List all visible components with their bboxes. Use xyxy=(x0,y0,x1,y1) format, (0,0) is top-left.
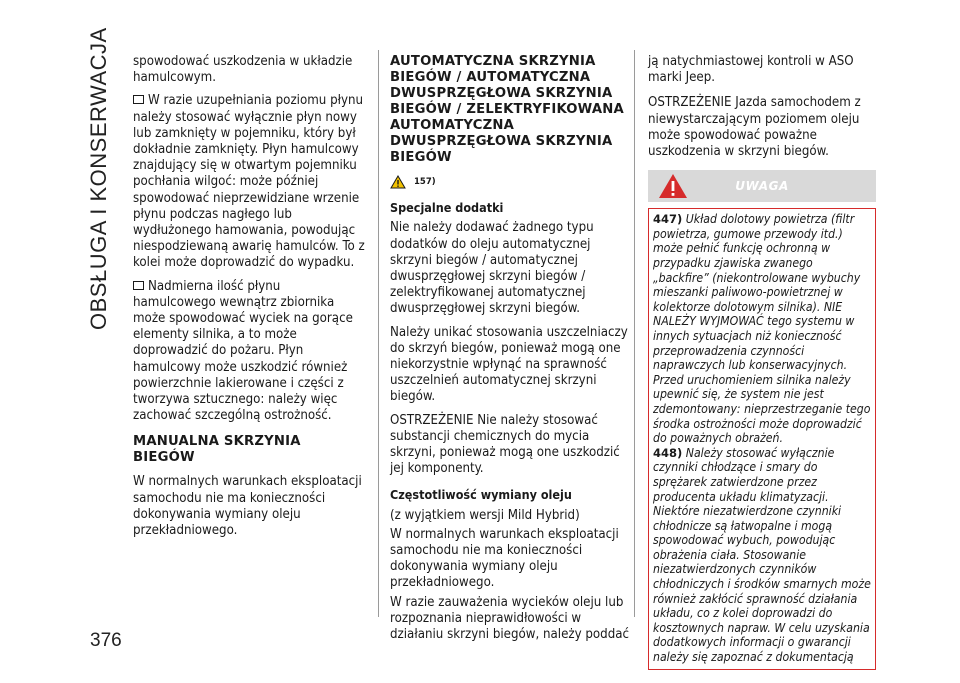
note xyxy=(653,212,871,446)
paragraph: spowodować uszkodzenia w układzie hamulcowym. xyxy=(133,54,353,86)
paragraph: Nie należy dodawać żadnego typu dodatków do oleju automatycznej skrzyni biegów / automatycznej dwusprzęgłowej skrzyni biegów / zelektryfikowanej automatycznej dwusprzęgłowej skrzyni biegów. xyxy=(390,220,594,317)
paragraph: W normalnych warunkach eksploatacji samochodu nie ma konieczności dokonywania wymiany oleju przekładniowego. xyxy=(390,526,619,591)
note-text: Układ dolotowy powietrza (filtr powietrza, gumowe przewody itd.) może pełnić funkcję ochronną w przypadku zjawiska zwanego „backfire” (niekontrolowane wybuchy mieszanki paliwowo-powietrznej w kolektorze dolotowym silnika). NIE NALEŻY WYJMOWAĆ tego systemu w innych sytuacjach niż konieczność przeprowadzenia czynności naprawczych lub konserwacyjnych. Przed uruchomieniem silnika należy upewnić się, że system nie jest zdemontowany: nieprzestrzeganie tego środka ostrożności może doprowadzić do poważnych obrażeń. xyxy=(653,212,871,446)
paragraph-text: W razie uzupełniania poziomu płynu należy stosować wyłącznie płyn nowy lub zamknięty w pojemniku, który był dokładnie zamknięty. Płyn hamulcowy znajdujący się w otwartym pojemniku pochłania wilgoć: może później spowodować nieprzewidziane wrzenie płynu podczas nagłego lub wydłużonego hamowania, powodując niespodziewaną awarię hamulców. To z kolei może doprowadzić do wypadku. xyxy=(133,93,365,271)
checkbox-icon xyxy=(133,95,144,104)
section-heading: MANUALNA SKRZYNIA BIEGÓW xyxy=(133,434,301,466)
page-number: 376 xyxy=(90,630,122,651)
warning-triangle-icon xyxy=(658,173,688,199)
warning-ref-number: 157) xyxy=(414,177,436,187)
note-number: 447) xyxy=(653,212,683,227)
warning-triangle-icon xyxy=(390,175,406,189)
paragraph-text: Nadmierna ilość płynu hamulcowego wewnątrz zbiornika może spowodować wyciek na gorące elementy silnika, a to może doprowadzić do pożaru. Płyn hamulcowy może uszkodzić również powierzchnie lakierowane i części z tworzywa sztucznego: należy więc zachować szczególną ostrożność. xyxy=(133,278,353,424)
section-heading: AUTOMATYCZNA SKRZYNIA BIEGÓW / AUTOMATYCZNA DWUSPRZĘGŁOWA SKRZYNIA BIEGÓW / ZELEKTRYFIKOWANA AUTOMATYCZNA DWUSPRZĘGŁOWA SKRZYNIA BIEGÓW xyxy=(390,54,624,165)
warning-reference xyxy=(390,174,630,190)
uwaga-box xyxy=(648,208,876,669)
paragraph xyxy=(133,279,365,425)
column-divider xyxy=(378,50,379,617)
note-text: Należy stosować wyłącznie czynniki chłodzące i smary do sprężarek zatwierdzone przez producenta układu klimatyzacji. Niektóre niezatwierdzone czynniki chłodnicze są łatwopalne i mogą spowodować wybuch, powodując obrażenia ciała. Stosowanie niezatwierdzonych czynników chłodniczych i środków smarnych może również zakłócić sprawność działania układu, co z kolei doprowadzi do kosztownych napraw. W celu uzyskania dodatkowych informacji o gwarancji należy się zapoznać z dokumentacją xyxy=(653,445,871,665)
subheading: Specjalne dodatki xyxy=(390,200,504,216)
column-2 xyxy=(390,54,630,650)
subheading: Częstotliwość wymiany oleju xyxy=(390,487,572,503)
paragraph: (z wyjątkiem wersji Mild Hybrid) xyxy=(390,507,580,523)
note xyxy=(653,446,871,665)
paragraph: OSTRZEŻENIE Jazda samochodem z niewystarczającym poziomem oleju może spowodować poważne uszkodzenia w skrzyni biegów. xyxy=(648,95,861,160)
column-1 xyxy=(133,54,365,546)
paragraph: OSTRZEŻENIE Nie należy stosować substancji chemicznych do mycia skrzyni, ponieważ mogą one uszkodzić jej komponenty. xyxy=(390,412,620,477)
column-3 xyxy=(648,54,876,670)
uwaga-header xyxy=(648,170,876,202)
note-number: 448) xyxy=(653,445,683,460)
checkbox-icon xyxy=(133,281,144,290)
section-title: OBSŁUGA I KONSERWACJA xyxy=(86,27,111,330)
paragraph: Należy unikać stosowania uszczelniaczy do skrzyń biegów, ponieważ mogą one niekorzystnie wpłynąć na sprawność uszczelnień automatycznej skrzyni biegów. xyxy=(390,324,628,405)
paragraph xyxy=(133,93,365,271)
paragraph: W normalnych warunkach eksploatacji samochodu nie ma konieczności dokonywania wymiany oleju przekładniowego. xyxy=(133,474,362,539)
paragraph: W razie zauważenia wycieków oleju lub rozpoznania nieprawidłowości w działaniu skrzyni biegów, należy poddać xyxy=(390,594,630,643)
uwaga-label: UWAGA xyxy=(735,179,789,194)
paragraph: ją natychmiastowej kontroli w ASO marki Jeep. xyxy=(648,54,854,86)
column-divider xyxy=(634,50,635,617)
